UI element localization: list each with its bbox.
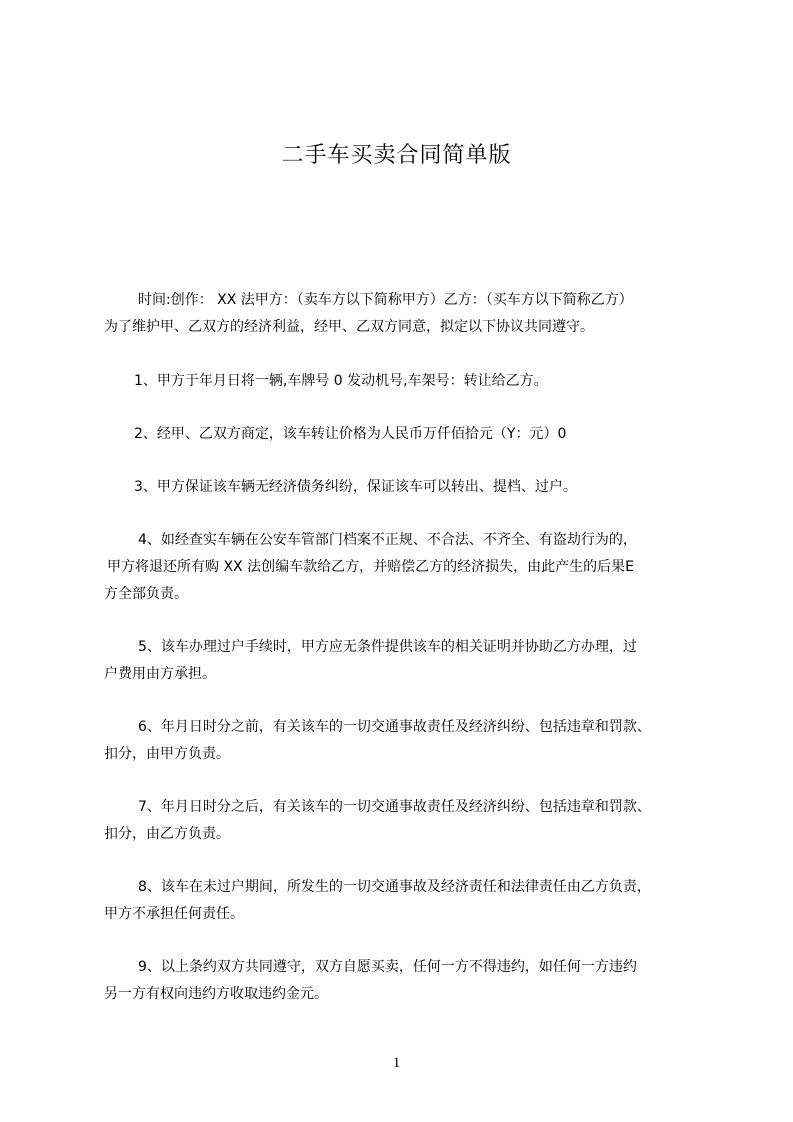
- clause-line: 8、该车在未过户期间，所发生的一切交通事故及经济责任和法律责任由乙方负责，: [138, 879, 651, 895]
- clause-line: 9、以上条约双方共同遵守，双方自愿买卖，任何一方不得违约，如任何一方违约: [138, 959, 637, 975]
- clause-8: [104, 874, 714, 928]
- clause-1: [104, 368, 714, 395]
- clause-3: [104, 474, 714, 501]
- clause-9: [104, 954, 714, 1008]
- clause-line: 方全部负责。: [104, 586, 188, 602]
- clause-line: 另一方有权向违约方收取违约金元。: [104, 986, 328, 1002]
- clause-line: 甲方将退还所有购 XX 法创编车款给乙方，并赔偿乙方的经济损失，由此产生的后果E: [107, 559, 634, 575]
- clause-7: [104, 794, 714, 848]
- clause-line: 1、甲方于年月日将一辆,车牌号 0 发动机号,车架号：转让给乙方。: [134, 373, 548, 389]
- clause-line: 5、该车办理过户手续时，甲方应无条件提供该车的相关证明并协助乙方办理，过: [138, 639, 637, 655]
- clause-line: 户费用由方承担。: [104, 666, 216, 682]
- intro-line: 时间:创作： XX 法甲方：（卖车方以下简称甲方）乙方：（买车方以下简称乙方）: [138, 292, 633, 308]
- clause-6: [104, 714, 714, 768]
- intro-line: 为了维护甲、乙双方的经济利益，经甲、乙双方同意，拟定以下协议共同遵守。: [104, 319, 594, 335]
- clause-line: 6、年月日时分之前，有关该车的一切交通事故责任及经济纠纷、包括违章和罚款、: [138, 719, 651, 735]
- document-title: 二手车买卖合同简单版: [281, 143, 512, 168]
- clause-5: [104, 634, 714, 688]
- clause-line: 扣分，由乙方负责。: [104, 826, 230, 842]
- clause-4: [104, 527, 714, 608]
- clause-line: 4、如经查实车辆在公安车管部门档案不正规、不合法、不齐全、有盗劫行为的，: [138, 532, 637, 548]
- clause-line: 扣分，由甲方负责。: [104, 746, 230, 762]
- intro-paragraph: [104, 287, 714, 341]
- clause-line: 3、甲方保证该车辆无经济债务纠纷，保证该车可以转出、提档、过户。: [134, 479, 577, 495]
- clause-line: 2、经甲、乙双方商定，该车转让价格为人民币万仟佰拾元（Y：元）0: [134, 426, 567, 442]
- clause-line: 甲方不承担任何责任。: [104, 906, 244, 922]
- clause-line: 7、年月日时分之后，有关该车的一切交通事故责任及经济纠纷、包括违章和罚款、: [138, 799, 651, 815]
- clause-2: [104, 421, 714, 448]
- page-number: 1: [392, 1055, 401, 1071]
